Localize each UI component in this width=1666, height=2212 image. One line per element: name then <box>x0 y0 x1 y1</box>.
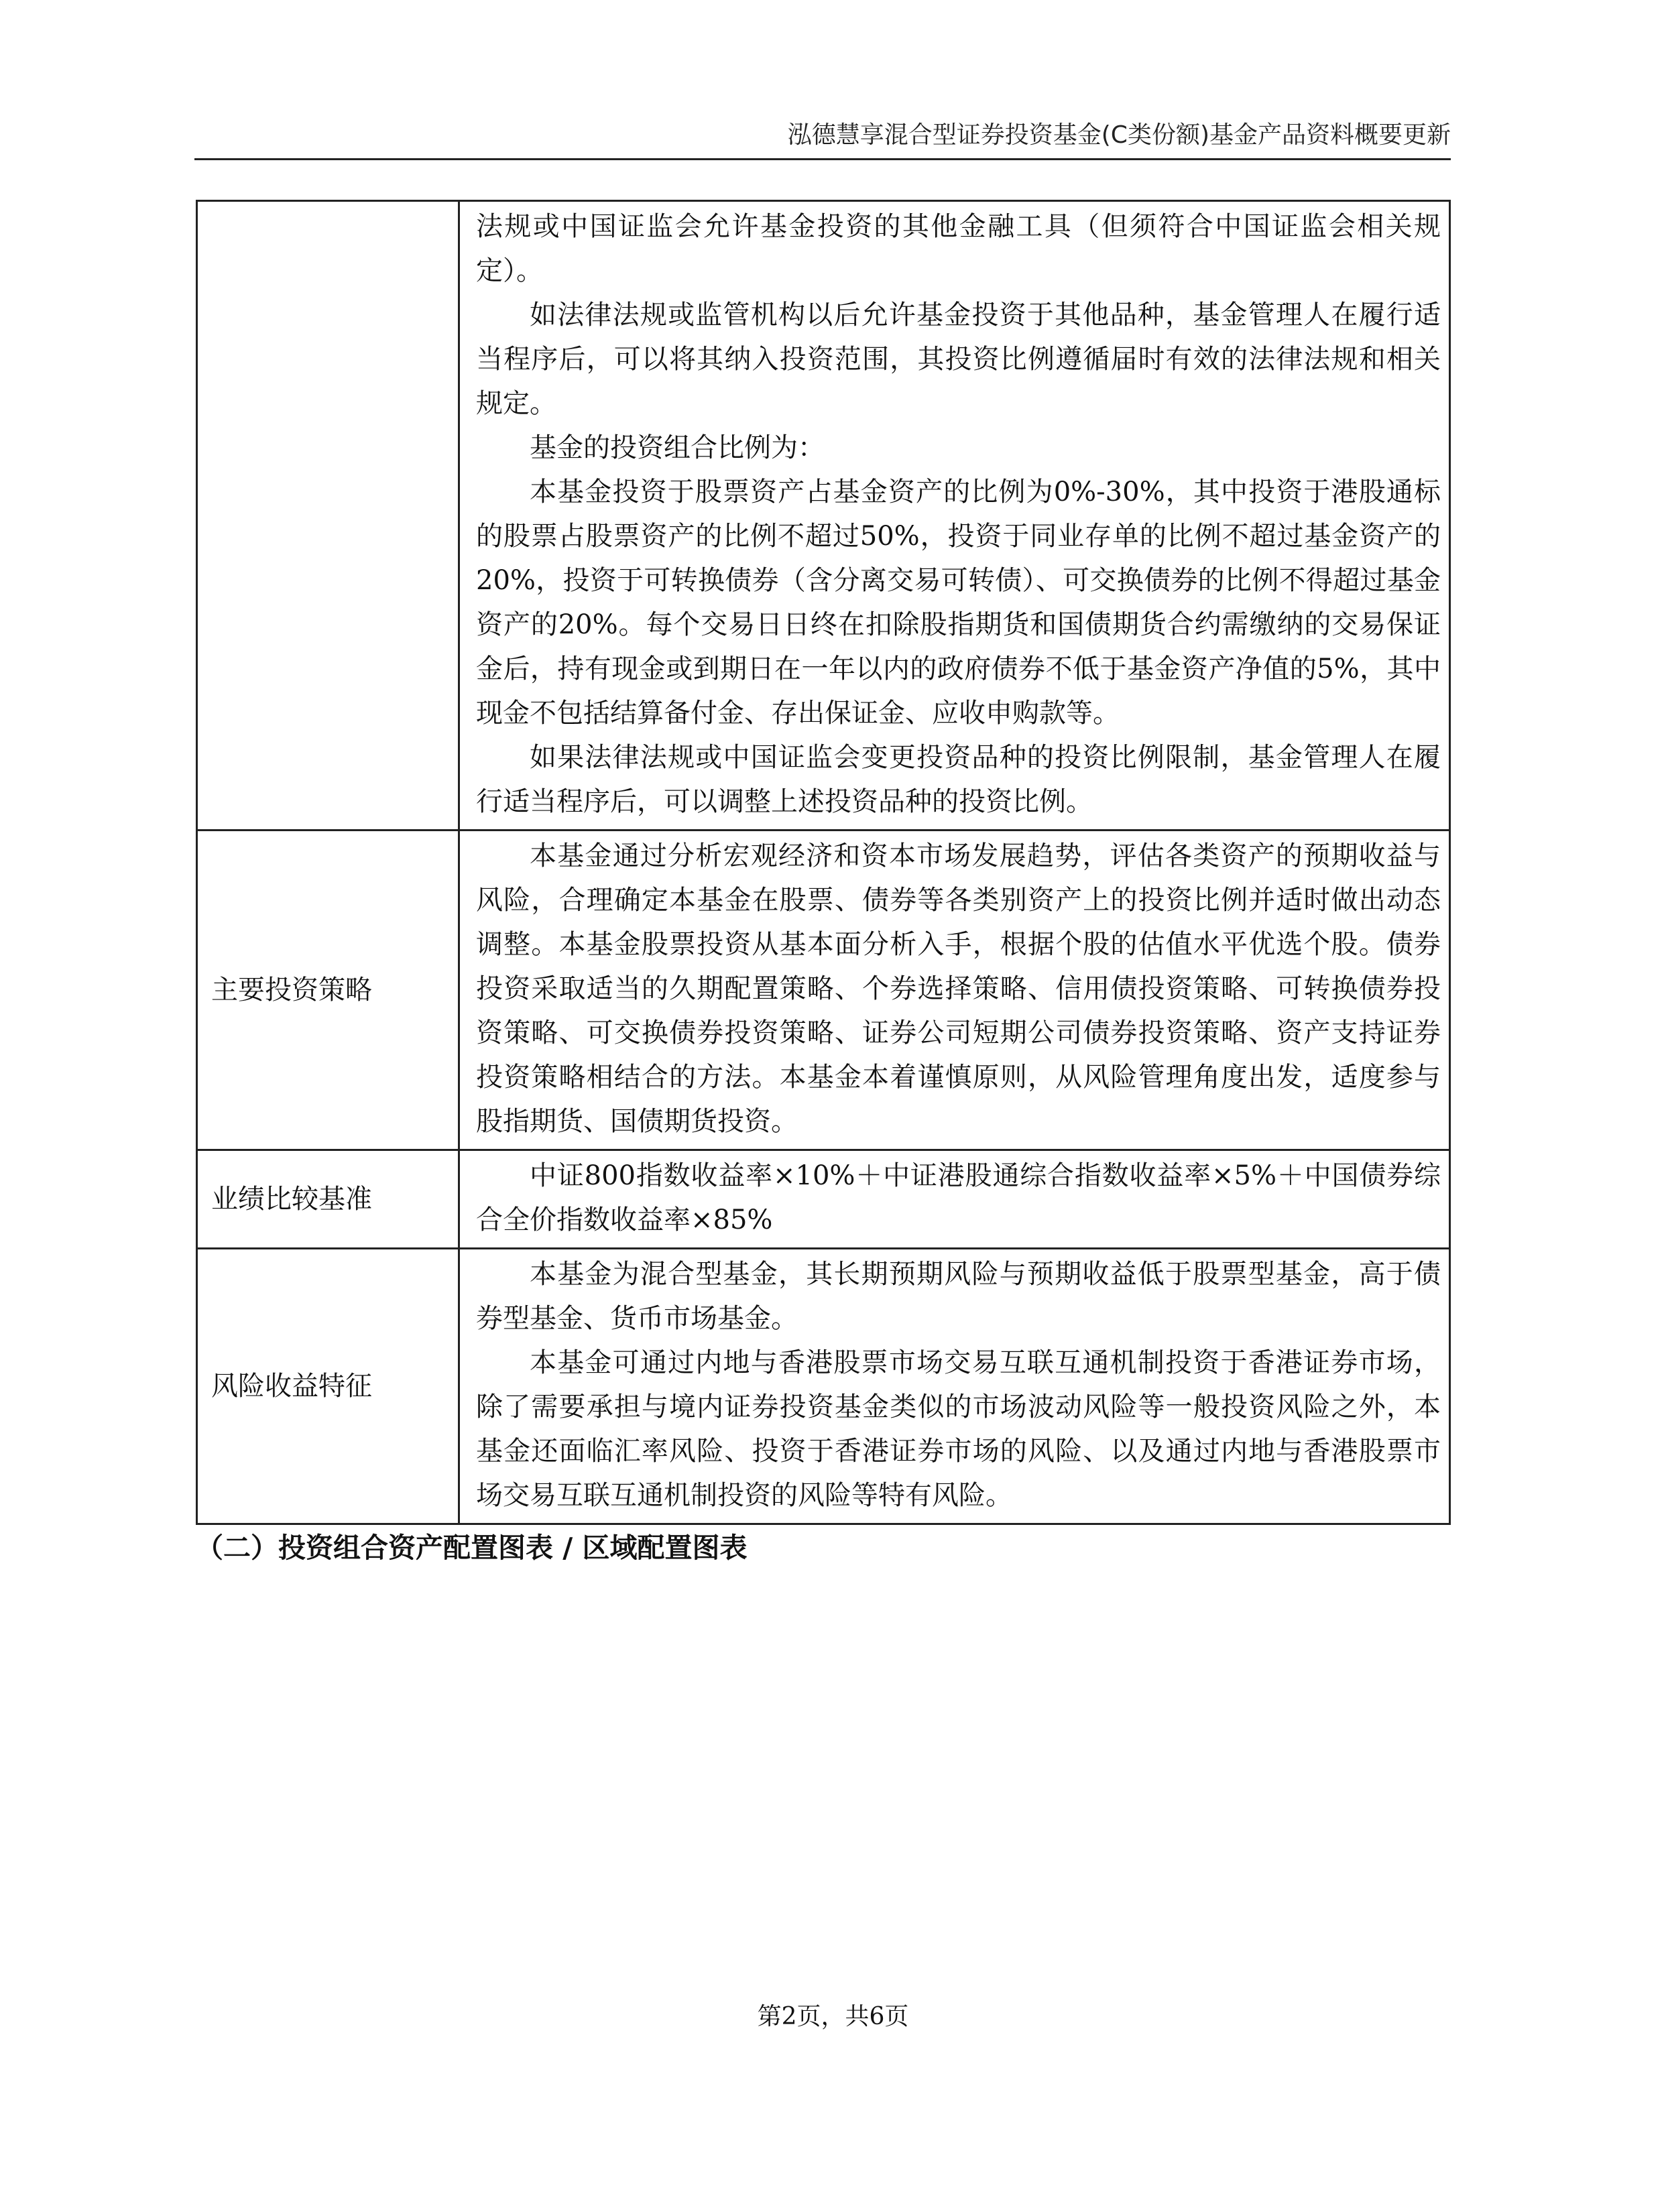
row-label-investment-strategy: 主要投资策略 <box>197 831 459 1150</box>
paragraph: 中证800指数收益率×10%＋中证港股通综合指数收益率×5%＋中国债券综合全价指数收益率×85% <box>476 1160 1441 1235</box>
paragraph: 本基金通过分析宏观经济和资本市场发展趋势，评估各类资产的预期收益与风险，合理确定本基金在股票、债券等各类别资产上的投资比例并适时做出动态调整。本基金股票投资从基本面分析入手，根据个股的估值水平优选个股。债券投资采取适当的久期配置策略、个券选择策略、信用债投资策略、可转换债券投资策略、可交换债券投资策略、证券公司短期公司债券投资策略、资产支持证券投资策略相结合的方法。本基金本着谨慎原则，从风险管理角度出发，适度参与股指期货、国债期货投资。 <box>476 841 1441 1137</box>
paragraph: 本基金为混合型基金，其长期预期风险与预期收益低于股票型基金，高于债券型基金、货币市场基金。 <box>476 1259 1441 1334</box>
row-label-benchmark: 业绩比较基准 <box>197 1150 459 1249</box>
paragraph: 基金的投资组合比例为： <box>530 432 825 463</box>
row-label-risk-return: 风险收益特征 <box>197 1249 459 1524</box>
table-row-investment-strategy <box>197 831 1450 1150</box>
row-label-empty <box>197 201 459 831</box>
paragraph: 本基金投资于股票资产占基金资产的比例为0%-30%，其中投资于港股通标的股票占股票资产的比例不超过50%，投资于同业存单的比例不超过基金资产的20%，投资于可转换债券（含分离交易可转债）、可交换债券的比例不得超过基金资产的20%。每个交易日日终在扣除股指期货和国债期货合约需缴纳的交易保证金后，持有现金或到期日在一年以内的政府债券不低于基金资产净值的5%，其中现金不包括结算备付金、存出保证金、应收申购款等。 <box>476 477 1441 729</box>
table-row-investment-scope-continued <box>197 201 1450 831</box>
row-content-benchmark <box>459 1150 1450 1249</box>
page-number: 第2页，共6页 <box>757 2003 909 2030</box>
row-content-investment-strategy <box>459 831 1450 1150</box>
paragraph: 如果法律法规或中国证监会变更投资品种的投资比例限制，基金管理人在履行适当程序后，可以调整上述投资品种的投资比例。 <box>476 742 1441 817</box>
table-row-benchmark <box>197 1150 1450 1249</box>
section-heading: （二）投资组合资产配置图表 / 区域配置图表 <box>196 1532 748 1564</box>
paragraph: 如法律法规或监管机构以后允许基金投资于其他品种，基金管理人在履行适当程序后，可以将其纳入投资范围，其投资比例遵循届时有效的法律法规和相关规定。 <box>476 300 1441 419</box>
row-content-investment-scope <box>459 201 1450 831</box>
header-divider <box>194 158 1451 160</box>
paragraph: 法规或中国证监会允许基金投资的其他金融工具（但须符合中国证监会相关规定）。 <box>476 211 1441 286</box>
row-content-risk-return <box>459 1249 1450 1524</box>
paragraph: 本基金可通过内地与香港股票市场交易互联互通机制投资于香港证券市场，除了需要承担与境内证券投资基金类似的市场波动风险等一般投资风险之外，本基金还面临汇率风险、投资于香港证券市场的风险、以及通过内地与香港股票市场交易互联互通机制投资的风险等特有风险。 <box>476 1347 1441 1511</box>
fund-info-table <box>196 200 1451 1525</box>
document-header-title: 泓德慧享混合型证券投资基金(C类份额)基金产品资料概要更新 <box>787 121 1451 149</box>
table-row-risk-return <box>197 1249 1450 1524</box>
